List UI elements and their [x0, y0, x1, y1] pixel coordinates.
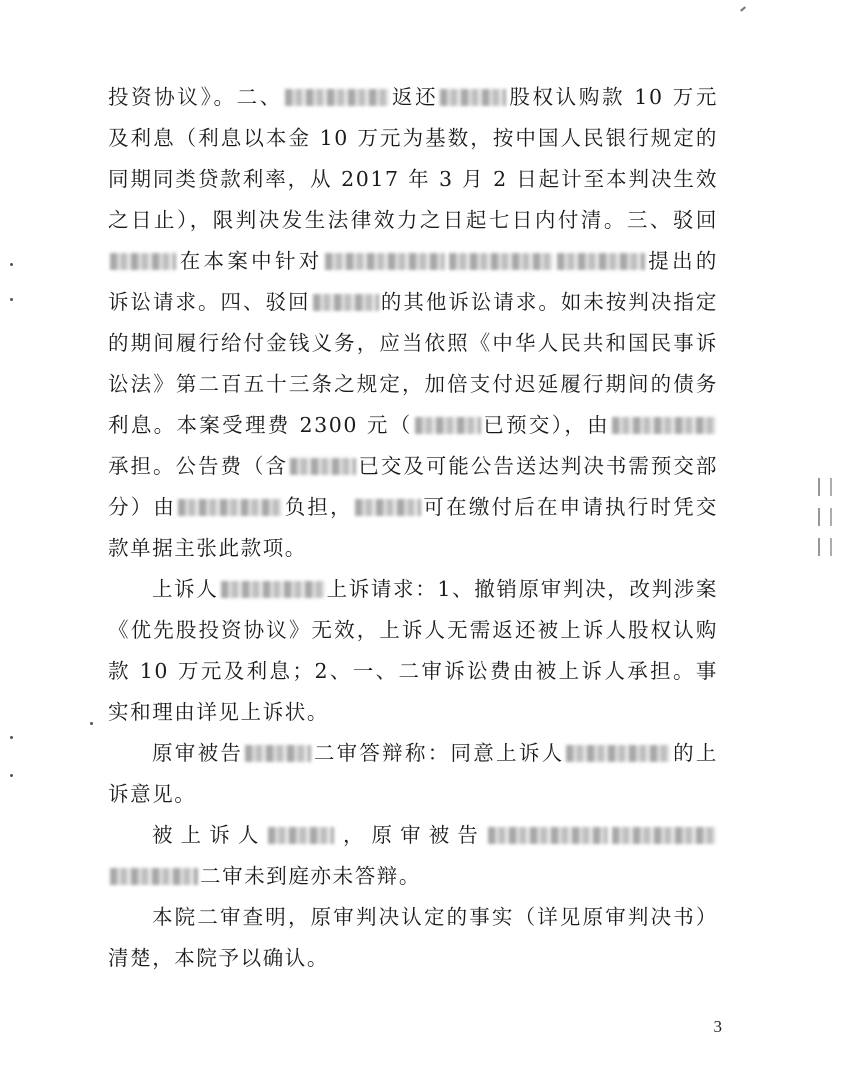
redacted-name [566, 745, 670, 762]
redacted-name [612, 417, 716, 434]
scan-dot [10, 774, 13, 777]
redacted-name [355, 499, 421, 516]
redacted-name [440, 89, 506, 106]
redacted-name [268, 827, 334, 844]
paragraph-text: 上诉人 [152, 577, 219, 601]
paragraph-text: 投资协议》。二、 [108, 85, 283, 109]
scan-dot [10, 263, 13, 266]
redacted-name [415, 417, 481, 434]
paragraph [108, 569, 718, 733]
redacted-name [245, 745, 311, 762]
paragraph-text: 已预交），由 [482, 413, 610, 437]
paragraph-text: 提出的诉讼请求。四、驳回 [108, 249, 718, 314]
paragraph-text: 负担， [284, 495, 353, 519]
redacted-name [488, 827, 608, 844]
redacted-name [178, 499, 282, 516]
paragraph [108, 815, 718, 897]
redacted-name [449, 253, 553, 270]
paragraph-text: 二审答辩称：同意上诉人 [313, 741, 565, 765]
redacted-name [325, 253, 445, 270]
paragraph-text: 原审被告 [152, 741, 244, 765]
redacted-name [221, 581, 325, 598]
paragraph-text: 在本案中针对 [178, 249, 323, 273]
scan-mark [740, 6, 746, 11]
redacted-name [110, 868, 198, 885]
document-body [108, 77, 718, 979]
paragraph [108, 897, 718, 979]
redacted-name [290, 458, 356, 475]
redacted-name [313, 294, 379, 311]
scan-dot [10, 298, 13, 301]
paragraph-text: 承担。公告费（含 [108, 454, 288, 478]
paragraph-text: 可在缴付后在申请执行时凭交款单据主张此款项。 [108, 495, 718, 560]
paragraph [108, 733, 718, 815]
page-number: 3 [713, 1017, 722, 1036]
paragraph-text: 返还 [390, 85, 439, 109]
paragraph [108, 77, 718, 569]
paragraph-text: 被上诉人 [152, 823, 267, 847]
paragraph-text: 本院二审查明，原审判决认定的事实（详见原审判决书）清楚，本院予以确认。 [108, 905, 718, 970]
redacted-name [557, 253, 645, 270]
paragraph-text: 的上诉意见。 [108, 741, 719, 806]
paragraph-text: 的其他诉讼请求。如未按判决指定的期间履行给付金钱义务，应当依照《中华人民共和国民事诉讼法》第二百五十三条之规定，加倍支付迟延履行期间的债务利息。本案受理费 2300 元（ [108, 290, 718, 437]
redacted-name [612, 827, 716, 844]
redacted-name [110, 253, 176, 270]
binding-seal-mark [818, 478, 832, 588]
paragraph-text: 二审未到庭亦未答辩。 [200, 864, 421, 888]
scan-dot [90, 722, 93, 725]
scan-dot [10, 736, 13, 739]
paragraph-text: 已交及可能公告送达判决书需预交部分）由 [108, 454, 718, 519]
paragraph-text: 股权认购款 10 万元及利息（利息以本金 10 万元为基数，按中国人民银行规定的同期同类贷款利率，从 2017 年 3 月 2 日起计至本判决生效之日止），限判决发生法律效力之日起七日内付清。三、驳回 [108, 85, 719, 232]
paragraph-text: 上诉请求：1、撤销原审判决，改判涉案《优先股投资协议》无效，上诉人无需返还被上诉人股权认购款 10 万元及利息；2、一、二审诉讼费由被上诉人承担。事实和理由详见上诉状。 [108, 577, 718, 724]
redacted-name [285, 89, 389, 106]
paragraph-text: ，原审被告 [336, 823, 486, 847]
